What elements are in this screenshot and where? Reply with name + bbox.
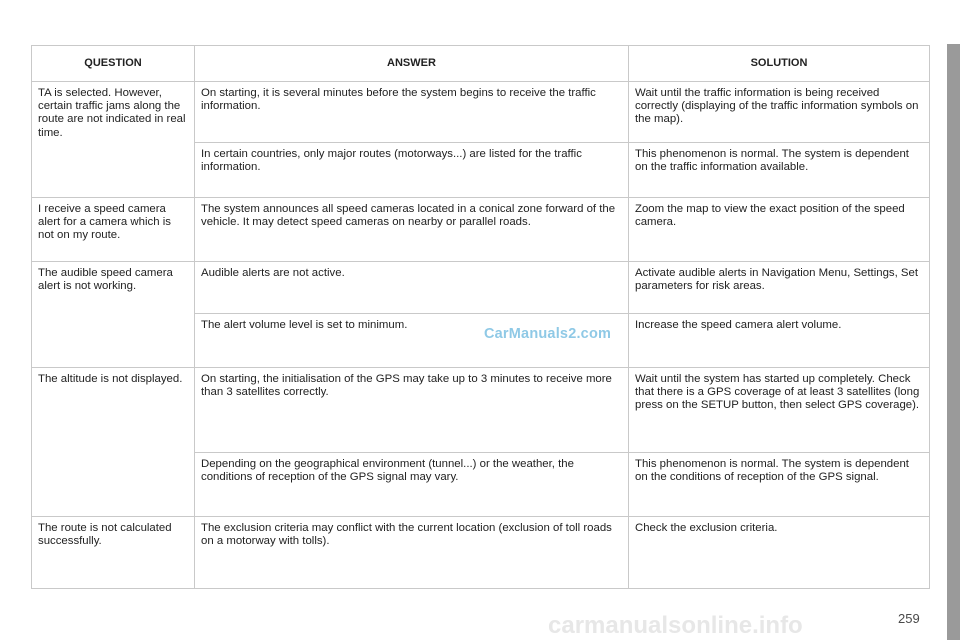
answer-cell: On starting, it is several minutes before the system begins to receive the traffic information. bbox=[195, 82, 629, 143]
faq-table bbox=[31, 45, 930, 589]
answer-cell: In certain countries, only major routes (motorways...) are listed for the traffic information. bbox=[195, 143, 629, 198]
question-cell: The route is not calculated successfully. bbox=[32, 517, 195, 589]
solution-cell: Check the exclusion criteria. bbox=[629, 517, 930, 589]
solution-header: SOLUTION bbox=[629, 46, 930, 82]
answer-header: ANSWER bbox=[195, 46, 629, 82]
header-row bbox=[32, 46, 930, 82]
page-number: 259 bbox=[898, 611, 920, 626]
footer-watermark: carmanualsonline.info bbox=[548, 612, 803, 639]
solution-cell: This phenomenon is normal. The system is dependent on the conditions of reception of the GPS signal. bbox=[629, 453, 930, 517]
table-row bbox=[32, 517, 930, 589]
solution-cell: Wait until the traffic information is being received correctly (displaying of the traffic information symbols on the map). bbox=[629, 82, 930, 143]
table-row bbox=[32, 82, 930, 143]
question-cell: I receive a speed camera alert for a camera which is not on my route. bbox=[32, 198, 195, 262]
table-row bbox=[32, 198, 930, 262]
side-tab bbox=[947, 44, 960, 640]
table-row bbox=[32, 262, 930, 314]
question-cell: The altitude is not displayed. bbox=[32, 368, 195, 517]
table-row bbox=[32, 368, 930, 453]
question-cell: TA is selected. However, certain traffic jams along the route are not indicated in real time. bbox=[32, 82, 195, 198]
answer-cell: Audible alerts are not active. bbox=[195, 262, 629, 314]
solution-cell: Activate audible alerts in Navigation Menu, Settings, Set parameters for risk areas. bbox=[629, 262, 930, 314]
solution-cell: This phenomenon is normal. The system is dependent on the traffic information available. bbox=[629, 143, 930, 198]
answer-cell: The system announces all speed cameras located in a conical zone forward of the vehicle. It may detect speed cameras on nearby or parallel roads. bbox=[195, 198, 629, 262]
question-header: QUESTION bbox=[32, 46, 195, 82]
solution-cell: Increase the speed camera alert volume. bbox=[629, 314, 930, 368]
answer-cell: On starting, the initialisation of the GPS may take up to 3 minutes to receive more than 3 satellites correctly. bbox=[195, 368, 629, 453]
answer-cell: The alert volume level is set to minimum. bbox=[195, 314, 629, 368]
solution-cell: Wait until the system has started up completely. Check that there is a GPS coverage of at least 3 satellites (long press on the SETUP button, then select GPS coverage). bbox=[629, 368, 930, 453]
question-cell: The audible speed camera alert is not working. bbox=[32, 262, 195, 368]
watermark: CarManuals2.com bbox=[484, 326, 612, 342]
answer-cell: The exclusion criteria may conflict with the current location (exclusion of toll roads on a motorway with tolls). bbox=[195, 517, 629, 589]
answer-cell: Depending on the geographical environment (tunnel...) or the weather, the conditions of reception of the GPS signal may vary. bbox=[195, 453, 629, 517]
solution-cell: Zoom the map to view the exact position of the speed camera. bbox=[629, 198, 930, 262]
